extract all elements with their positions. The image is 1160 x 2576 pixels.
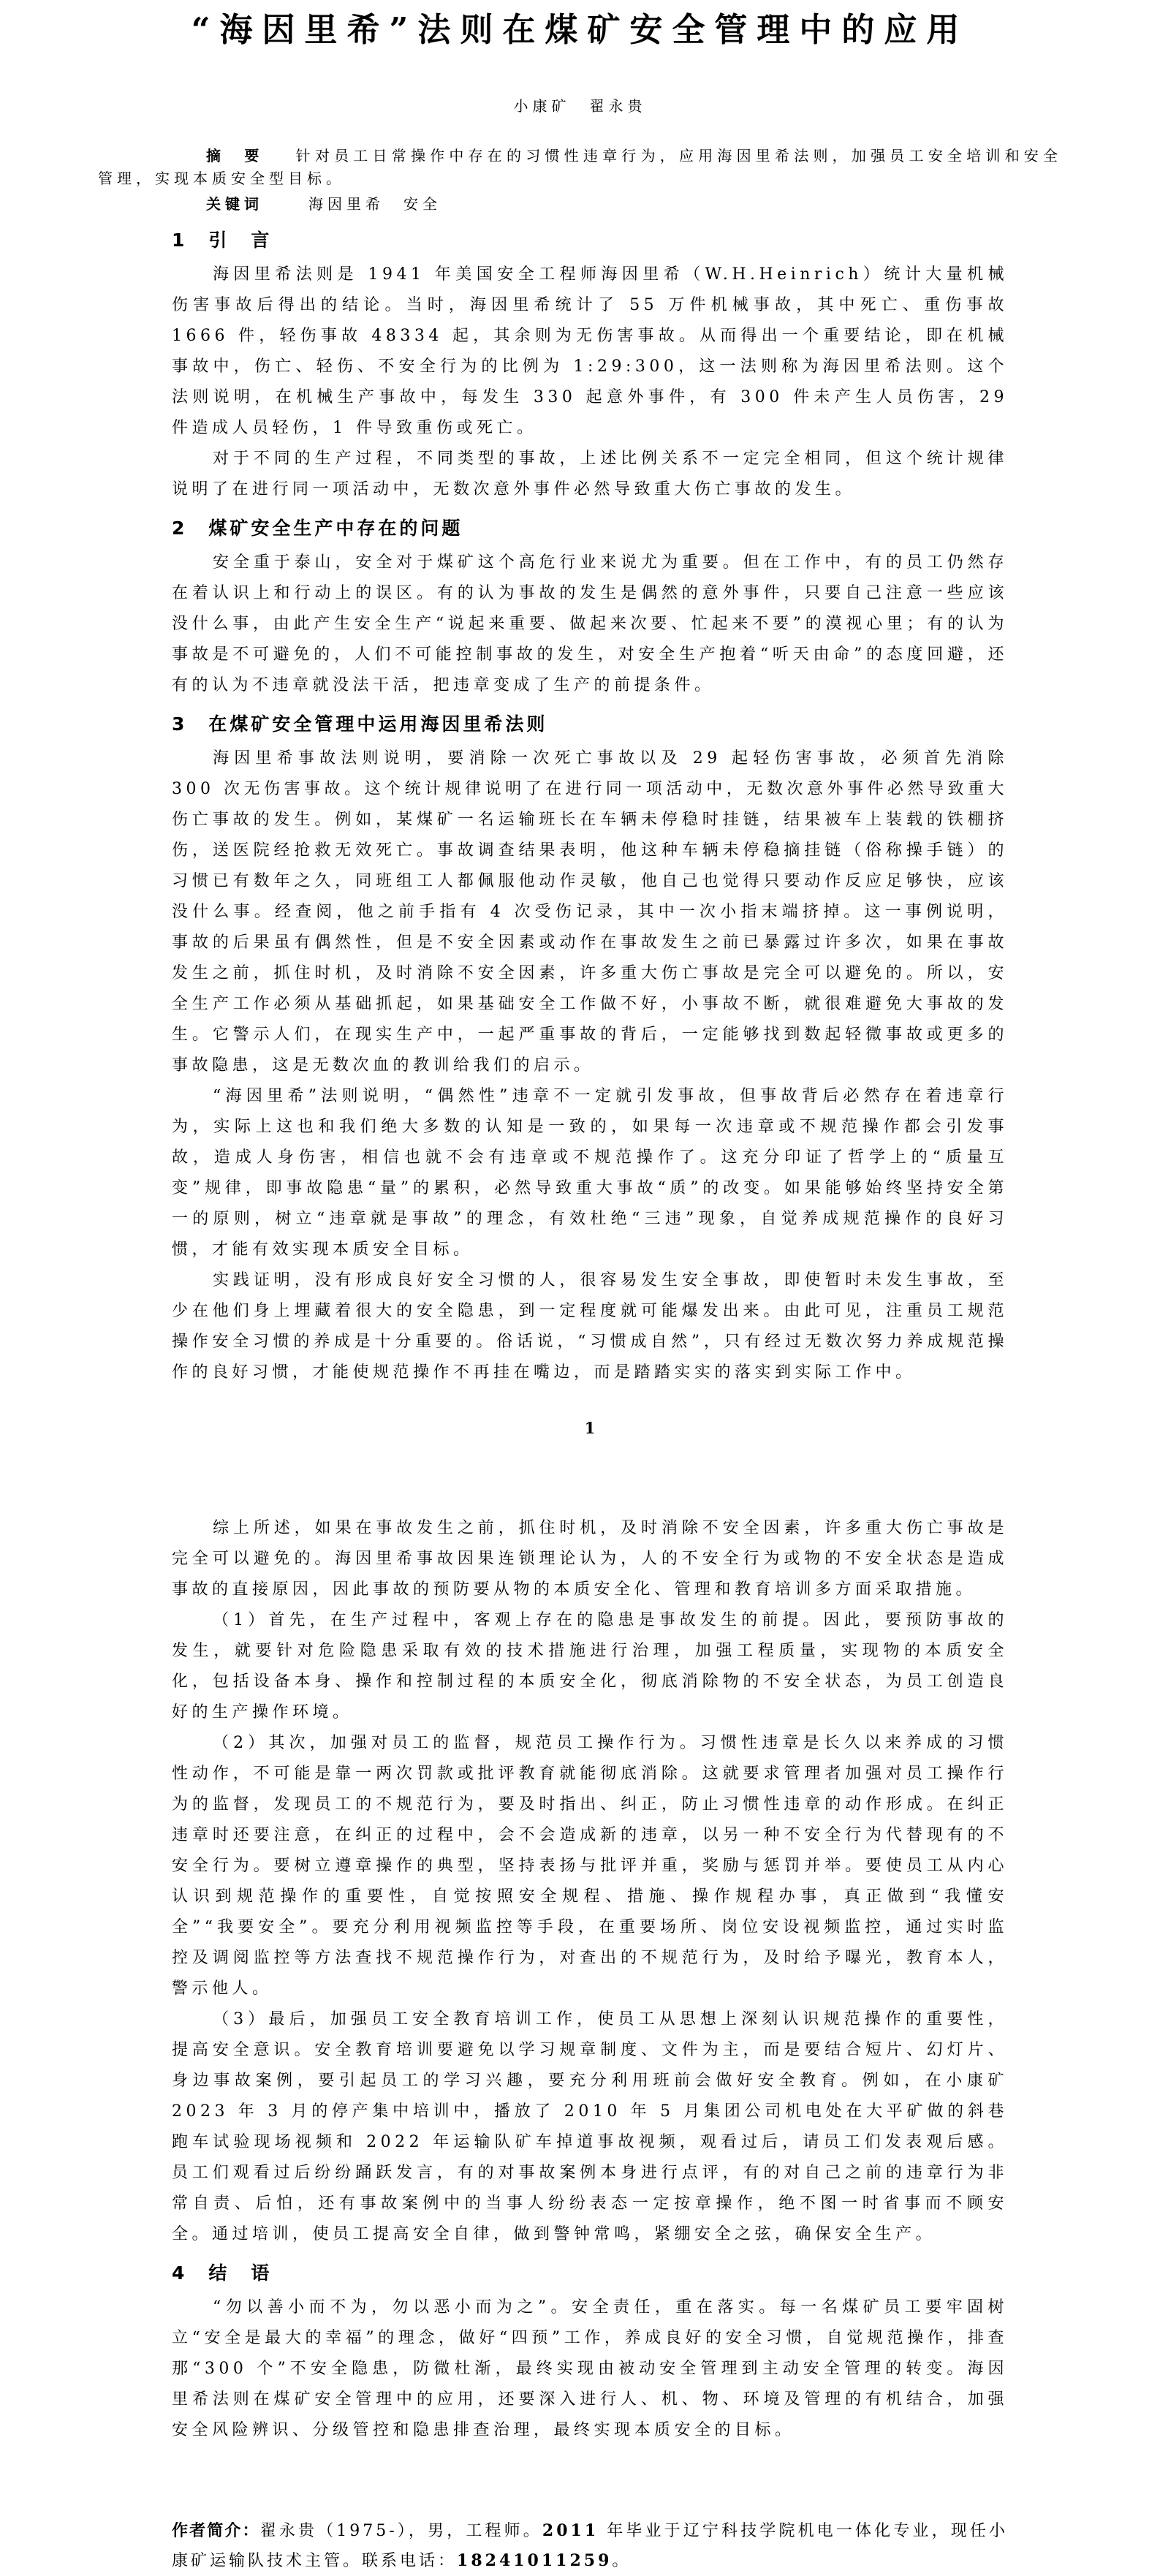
authors-line: 小康矿 翟永贵 [513, 97, 647, 115]
section-3-paragraph-3: 实践证明，没有形成良好安全习惯的人，很容易发生安全事故，即使暂时未发生事故，至少在他们身上埋藏着很大的安全隐患，到一定程度就可能爆发出来。由此可见，注重员工规范操作安全习惯的养成是十分重要的。俗话说，“习惯成自然”，只有经过无数次努力养成规范操作的良好习惯，才能使规范操作不再挂在嘴边，而是踏踏实实的落实到实际工作中。 [172, 1271, 1008, 1382]
page-number: 1 [584, 1419, 596, 1437]
section-4-paragraph-1: “勿以善小而不为，勿以恶小而为之”。安全责任，重在落实。每一名煤矿员工要牢固树立“安全是最大的幸福”的理念，做好“四预”工作，养成良好的安全习惯，自觉规范操作，排查那“300 个”不安全隐患，防微杜渐，最终实现由被动安全管理到主动安全管理的转变。海因里希法则在煤矿安全管理中的应用，还要深入进行人、机、物、环境及管理的有机结合，加强安全风险辨识、分级管控和隐患排查治理，最终实现本质安全的目标。 [172, 2298, 1008, 2439]
abstract-text: 针对员工日常操作中存在的习惯性违章行为，应用海因里希法则，加强员工安全培训和安全管理，实现本质安全型目标。 [98, 147, 1063, 187]
author-bio [172, 2516, 1008, 2576]
section-2-paragraph-1: 安全重于泰山，安全对于煤矿这个高危行业来说尤为重要。但在工作中，有的员工仍然存在着认识上和行动上的误区。有的认为事故的发生是偶然的意外事件，只要自己注意一些应该没什么事，由此产生安全生产“说起来重要、做起来次要、忙起来不要”的漠视心里；有的认为事故是不可避免的，人们不可能控制事故的发生，对安全生产抱着“听天由命”的态度回避，还有的认为不违章就没法干活，把违章变成了生产的前提条件。 [172, 553, 1008, 694]
bio-text-2: 年毕业于辽宁科技学院机电一体化专业，现任小康矿运输队技术主管。联系电话： [172, 2522, 1008, 2570]
bio-text-3: 。 [612, 2552, 632, 2570]
keywords-terms: 海因里希 安全 [308, 195, 441, 213]
abstract-label: 摘 要 [206, 147, 264, 164]
section-1-paragraph-2: 对于不同的生产过程，不同类型的事故，上述比例关系不一定完全相同，但这个统计规律说明了在进行同一项活动中，无数次意外事件必然导致重大伤亡事故的发生。 [172, 450, 1008, 499]
keywords-line [98, 193, 1062, 216]
bio-label: 作者简介： [172, 2522, 260, 2540]
abstract-line [98, 145, 1062, 190]
section-2-heading: 2 煤矿安全生产中存在的问题 [172, 518, 463, 539]
article-body [172, 227, 1008, 2446]
section-3-paragraph-6: （2）其次，加强对员工的监督，规范员工操作行为。习惯性违章是长久以来养成的习惯性动作，不可能是靠一两次罚款或批评教育就能彻底消除。这就要求管理者加强对员工操作行为的监督，发现员工的不规范行为，要及时指出、纠正，防止习惯性违章的动作形成。在纠正违章时还要注意，在纠正的过程中，会不会造成新的违章，以另一种不安全行为代替现有的不安全行为。要树立遵章操作的典型，坚持表扬与批评并重，奖励与惩罚并举。要使员工从内心认识到规范操作的重要性，自觉按照安全规程、措施、操作规程办事，真正做到“我懂安全”“我要安全”。要充分利用视频监控等手段，在重要场所、岗位安设视频监控，通过实时监控及调阅监控等方法查找不规范操作行为，对查出的不规范行为，及时给予曝光，教育本人，警示他人。 [172, 1734, 1008, 1998]
keywords-label: 关键词 [206, 195, 263, 213]
section-3-heading: 3 在煤矿安全管理中运用海因里希法则 [172, 713, 548, 735]
section-3-paragraph-5: （1）首先，在生产过程中，客观上存在的隐患是事故发生的前提。因此，要预防事故的发生，就要针对危险隐患采取有效的技术措施进行治理，加强工程质量，实现物的本质安全化，包括设备本身、操作和控制过程的本质安全化，彻底消除物的不安全状态，为员工创造良好的生产操作环境。 [172, 1611, 1008, 1721]
section-4-heading: 4 结 语 [172, 2262, 273, 2284]
section-3-paragraph-7: （3）最后，加强员工安全教育培训工作，使员工从思想上深刻认识规范操作的重要性，提高安全意识。安全教育培训要避免以学习规章制度、文件为主，而是要结合短片、幻灯片、身边事故案例，要引起员工的学习兴趣，要充分利用班前会做好安全教育。例如，在小康矿 2023 年 3 月的停产集中培训中，播放了 2010 年 5 月集团公司机电处在大平矿做的斜巷跑车试验现场视频和 2022 年运输队矿车掉道事故视频，观看过后，请员工们发表观后感。员工们观看过后纷纷踊跃发言，有的对事故案例本身进行点评，有的对自己之前的违章行为非常自责、后怕，还有事故案例中的当事人纷纷表态一定按章操作，绝不图一时省事而不顾安全。通过培训，使员工提高安全自律，做到警钟常鸣，紧绷安全之弦，确保安全生产。 [172, 2010, 1008, 2243]
section-1-paragraph-1: 海因里希法则是 1941 年美国安全工程师海因里希（W.H.Heinrich）统计大量机械伤害事故后得出的结论。当时，海因里希统计了 55 万件机械事故，其中死亡、重伤事故 1666 件，轻伤事故 48334 起，其余则为无伤害事故。从而得出一个重要结论，即在机械事故中，伤亡、轻伤、不安全行为的比例为 1:29:300，这一法则称为海因里希法则。这个法则说明，在机械生产事故中，每发生 330 起意外事件，有 300 件未产生人员伤害，29 件造成人员轻伤，1 件导致重伤或死亡。 [172, 265, 1008, 437]
section-1-heading: 1 引 言 [172, 230, 273, 251]
section-3-paragraph-1: 海因里希事故法则说明，要消除一次死亡事故以及 29 起轻伤害事故，必须首先消除 300 次无伤害事故。这个统计规律说明了在进行同一项活动中，无数次意外事件必然导致重大伤亡事故的发生。例如，某煤矿一名运输班长在车辆未停稳时挂链，结果被车上装载的铁棚挤伤，送医院经抢救无效死亡。事故调查结果表明，他这种车辆未停稳摘挂链（俗称操手链）的习惯已有数年之久，同班组工人都佩服他动作灵敏，他自己也觉得只要动作反应足够快，应该没什么事。经查阅，他之前手指有 4 次受伤记录，其中一次小指末端挤掉。这一事例说明，事故的后果虽有偶然性，但是不安全因素或动作在事故发生之前已暴露过许多次，如果在事故发生之前，抓住时机，及时消除不安全因素，许多重大伤亡事故是完全可以避免的。所以，安全生产工作必须从基础抓起，如果基础安全工作做不好，小事故不断，就很难避免大事故的发生。它警示人们，在现实生产中，一起严重事故的背后，一定能够找到数起轻微事故或更多的事故隐患，这是无数次血的教训给我们的启示。 [172, 749, 1008, 1075]
page-title: “海因里希”法则在煤矿安全管理中的应用 [191, 10, 969, 49]
bio-text-1: 翟永贵（1975-），男，工程师。 [259, 2522, 542, 2540]
bio-graduation-year: 2011 [542, 2521, 599, 2540]
section-3-paragraph-2: “海因里希”法则说明，“偶然性”违章不一定就引发事故，但事故背后必然存在着违章行为，实际上这也和我们绝大多数的认知是一致的，如果每一次违章或不规范操作都会引发事故，造成人身伤害，相信也就不会有违章或不规范操作了。这充分印证了哲学上的“质量互变”规律，即事故隐患“量”的累积，必然导致重大事故“质”的改变。如果能够始终坚持安全第一的原则，树立“违章就是事故”的理念，有效杜绝“三违”现象，自觉养成规范操作的良好习惯，才能有效实现本质安全目标。 [172, 1087, 1009, 1259]
bio-phone-number: 18241011259 [457, 2551, 613, 2570]
section-3-paragraph-4: 综上所述，如果在事故发生之前，抓住时机，及时消除不安全因素，许多重大伤亡事故是完全可以避免的。海因里希事故因果连锁理论认为，人的不安全行为或物的不安全状态是造成事故的直接原因，因此事故的预防要从物的本质安全化、管理和教育培训多方面采取措施。 [172, 1519, 1008, 1599]
